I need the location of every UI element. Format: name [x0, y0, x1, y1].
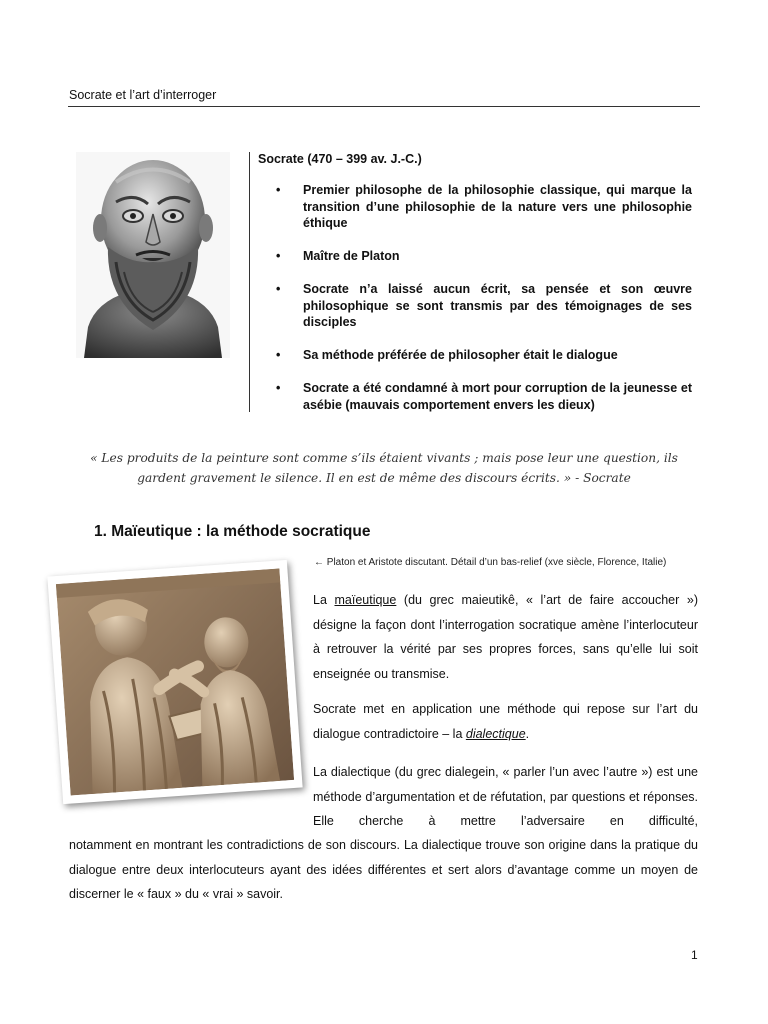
bio-bullet-item — [276, 248, 692, 265]
bio-bullet-text: Socrate n’a laissé aucun écrit, sa pensée et son œuvre philosophique se sont transmis par des témoignages de ses disciples — [303, 282, 692, 329]
bas-relief-image — [56, 568, 294, 795]
term-dialectique: dialectique — [465, 726, 526, 741]
bas-relief-photo-frame — [47, 560, 302, 804]
bio-bullet-text: Sa méthode préférée de philosopher était le dialogue — [303, 348, 618, 362]
p2-lead: Socrate met en application une méthode qui repose sur l’art du dialogue contradictoire – la — [313, 702, 698, 741]
bio-bullet-item — [276, 380, 692, 413]
socrates-bust-image — [76, 152, 230, 358]
running-header-title: Socrate et l’art d’interroger — [69, 88, 217, 102]
bullet-icon: • — [276, 282, 281, 296]
p2-end: . — [525, 726, 530, 741]
bio-bullet-list — [276, 182, 692, 430]
column-divider — [249, 152, 250, 412]
bullet-icon: • — [276, 183, 281, 197]
bio-bullet-text: Socrate a été condamné à mort pour corruption de la jeunesse et asébie (mauvais comportement envers les dieux) — [303, 381, 692, 412]
bio-title: Socrate (470 – 399 av. J.-C.) — [258, 152, 422, 166]
bullet-icon: • — [276, 249, 281, 263]
arrow-left-icon: ← — [314, 557, 324, 568]
bio-bullet-item — [276, 347, 692, 364]
bio-bullet-item — [276, 281, 692, 331]
header-rule — [68, 106, 700, 107]
method-paragraph — [313, 697, 698, 746]
maieutique-paragraph — [313, 588, 698, 686]
bio-bullet-item — [276, 182, 692, 232]
bullet-icon: • — [276, 348, 281, 362]
p1-text: (du grec maieutikê, « l’art de faire accoucher ») désigne la façon dont l’interrogation socratique amène l’interlocuteur à retrouver la vérité par ses propres forces, sans qu’elle lui soit enseignée ou transmise. — [313, 593, 698, 681]
term-maieutique: maïeutique — [334, 593, 397, 607]
bullet-icon: • — [276, 381, 281, 395]
caption-text: Platon et Aristote discutant. Détail d’un bas-relief (xve siècle, Florence, Italie) — [324, 557, 667, 568]
socrates-quote: « Les produits de la peinture sont comme s’ils étaient vivants ; mais pose leur une question, ils gardent gravement le silence. Il en est de même des discours écrits. » - Socrate — [90, 451, 678, 485]
bio-bullet-text: Maître de Platon — [303, 249, 400, 263]
page-number: 1 — [691, 948, 698, 962]
bio-bullet-text: Premier philosophe de la philosophie classique, qui marque la transition d’une philosophie de la nature vers une philosophie éthique — [303, 183, 692, 230]
image-caption — [314, 557, 666, 568]
section-heading: 1. Maïeutique : la méthode socratique — [94, 523, 371, 540]
dialectique-paragraph-end: notamment en montrant les contradictions de son discours. La dialectique trouve son origine dans la pratique du dialogue entre deux interlocuteurs ayant des idées différentes et sert alors d’avantage comme un moyen de discerner le « faux » du « vrai » savoir. — [69, 838, 698, 901]
p1-lead: La — [313, 593, 335, 607]
dialectique-paragraph-start: La dialectique (du grec dialegein, « parler l’un avec l’autre ») est une méthode d’argumentation et de réfutation, par questions et réponses. Elle cherche à mettre l’adversaire en difficulté, — [313, 765, 698, 828]
